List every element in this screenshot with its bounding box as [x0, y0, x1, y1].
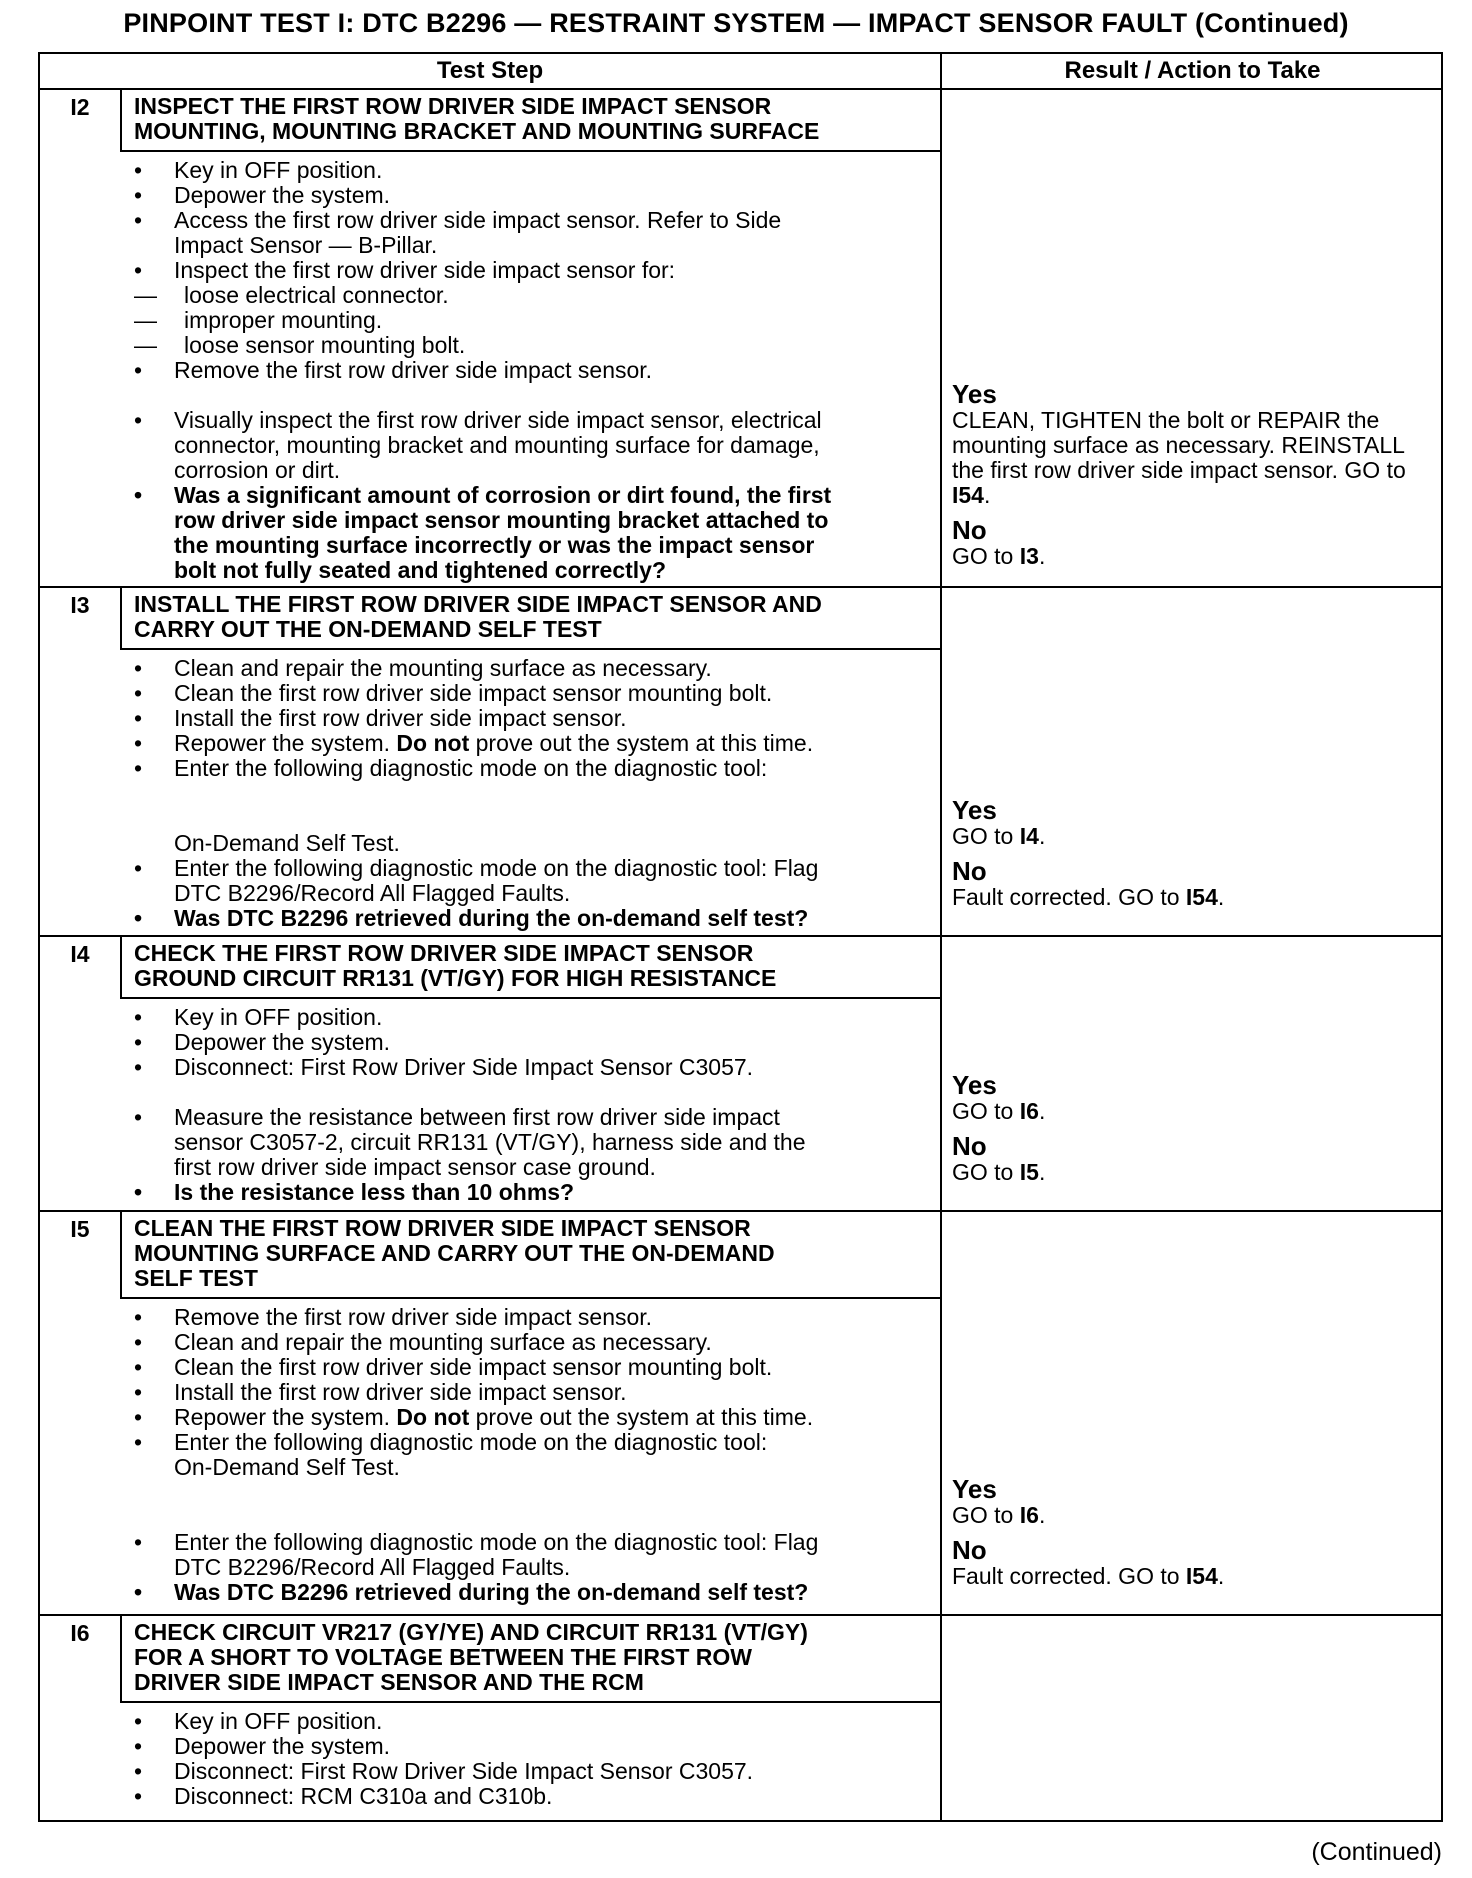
- bullet-item: • Depower the system.: [134, 1029, 391, 1055]
- step-instructions: [134, 1305, 929, 1605]
- bullet-item: • Visually inspect the first row driver side impact sensor, electrical: [134, 407, 822, 433]
- bullet-item: • Key in OFF position.: [134, 1708, 383, 1734]
- dash-item: — loose sensor mounting bolt.: [134, 332, 466, 358]
- bullet-continuation: sensor C3057-2, circuit RR131 (VT/GY), harness side and the: [174, 1129, 806, 1155]
- page-title: PINPOINT TEST I: DTC B2296 — RESTRAINT SYSTEM — IMPACT SENSOR FAULT (Continued): [123, 8, 1349, 38]
- bullet-question: • Was DTC B2296 retrieved during the on-demand self test?: [134, 1579, 809, 1605]
- yes-action: GO to I6.: [952, 1098, 1046, 1124]
- step-result: [952, 1071, 1437, 1185]
- step-title: [134, 94, 924, 144]
- header-result: Result / Action to Take: [1064, 57, 1321, 84]
- title-rule: [120, 648, 940, 650]
- yes-action: CLEAN, TIGHTEN the bolt or REPAIR the mounting surface as necessary. REINSTALL the first row driver side impact sensor. GO to I54.: [952, 407, 1406, 508]
- bullet-continuation: connector, mounting bracket and mounting surface for damage,: [174, 432, 820, 458]
- step-instructions: [134, 158, 929, 583]
- bullet-continuation: first row driver side impact sensor case ground.: [174, 1154, 656, 1180]
- spacer: [134, 1080, 929, 1105]
- bullet-question: • Is the resistance less than 10 ohms?: [134, 1179, 575, 1205]
- step-id: I5: [70, 1216, 90, 1242]
- bullet-continuation: DTC B2296/Record All Flagged Faults.: [174, 1554, 571, 1580]
- step-title-line: CLEAN THE FIRST ROW DRIVER SIDE IMPACT SENSOR: [134, 1215, 751, 1241]
- no-action: GO to I5.: [952, 1159, 1046, 1185]
- spacer: [134, 781, 929, 806]
- bullet-question: • Was DTC B2296 retrieved during the on-demand self test?: [134, 905, 809, 931]
- bullet-item: • Enter the following diagnostic mode on the diagnostic tool:: [134, 1429, 768, 1455]
- step-instructions: [134, 1709, 929, 1809]
- step-title: [134, 1216, 924, 1291]
- step-title: [134, 592, 924, 642]
- step-id: I3: [70, 592, 90, 618]
- yes-label: Yes: [952, 795, 997, 825]
- bullet-item: • Disconnect: RCM C310a and C310b.: [134, 1783, 553, 1809]
- step-title-line: MOUNTING SURFACE AND CARRY OUT THE ON-DEMAND: [134, 1240, 775, 1266]
- bullet-continuation: On-Demand Self Test.: [174, 1454, 400, 1480]
- bullet-question: • Was a significant amount of corrosion or dirt found, the first: [134, 482, 832, 508]
- bullet-item: • Install the first row driver side impact sensor.: [134, 705, 627, 731]
- dash-item: — improper mounting.: [134, 307, 383, 333]
- step-I5: [40, 1212, 1441, 1614]
- step-title-line: CHECK THE FIRST ROW DRIVER SIDE IMPACT SENSOR: [134, 940, 754, 966]
- step-id-divider: [120, 1616, 122, 1701]
- no-action: GO to I3.: [952, 543, 1046, 569]
- step-id-divider: [120, 937, 122, 997]
- step-result: [952, 796, 1437, 910]
- spacer: [134, 1505, 929, 1530]
- bullet-item: • Key in OFF position.: [134, 1004, 383, 1030]
- bullet-continuation: Impact Sensor — B-Pillar.: [174, 232, 438, 258]
- step-title-line: CARRY OUT THE ON-DEMAND SELF TEST: [134, 616, 602, 642]
- spacer: [134, 1480, 929, 1505]
- bullet-item: • Depower the system.: [134, 1733, 391, 1759]
- bullet-item: • Remove the first row driver side impact sensor.: [134, 1304, 653, 1330]
- question-continuation: bolt not fully seated and tightened correctly?: [174, 557, 666, 583]
- bullet-item: • Clean and repair the mounting surface as necessary.: [134, 1329, 712, 1355]
- step-id-divider: [120, 90, 122, 150]
- question-continuation: the mounting surface incorrectly or was the impact sensor: [174, 532, 815, 558]
- no-label: No: [952, 856, 987, 886]
- title-rule: [120, 1297, 940, 1299]
- step-id: I4: [70, 941, 90, 967]
- bullet-item: • Clean and repair the mounting surface as necessary.: [134, 655, 712, 681]
- spacer: [134, 383, 929, 408]
- step-I6: [40, 1616, 1441, 1820]
- bullet-item: • Clean the first row driver side impact sensor mounting bolt.: [134, 1354, 773, 1380]
- bullet-item: • Repower the system. Do not prove out the system at this time.: [134, 730, 814, 756]
- question-continuation: row driver side impact sensor mounting bracket attached to: [174, 507, 829, 533]
- step-instructions: [134, 656, 929, 931]
- step-id-divider: [120, 588, 122, 648]
- bullet-item: • Install the first row driver side impact sensor.: [134, 1379, 627, 1405]
- step-I4: [40, 937, 1441, 1210]
- step-id-divider: [120, 1212, 122, 1297]
- bullet-item: • Disconnect: First Row Driver Side Impact Sensor C3057.: [134, 1054, 754, 1080]
- step-title-line: INSTALL THE FIRST ROW DRIVER SIDE IMPACT SENSOR AND: [134, 591, 822, 617]
- step-title: [134, 1620, 924, 1695]
- step-title: [134, 941, 924, 991]
- spacer: [134, 806, 929, 831]
- no-action: Fault corrected. GO to I54.: [952, 884, 1225, 910]
- title-rule: [120, 997, 940, 999]
- bullet-continuation: On-Demand Self Test.: [174, 830, 400, 856]
- bullet-continuation: corrosion or dirt.: [174, 457, 341, 483]
- step-title-line: INSPECT THE FIRST ROW DRIVER SIDE IMPACT SENSOR: [134, 93, 772, 119]
- bullet-item: • Clean the first row driver side impact sensor mounting bolt.: [134, 680, 773, 706]
- yes-label: Yes: [952, 1070, 997, 1100]
- bullet-item: • Inspect the first row driver side impact sensor for:: [134, 257, 676, 283]
- header-test-step: Test Step: [436, 57, 544, 84]
- step-title-line: MOUNTING, MOUNTING BRACKET AND MOUNTING SURFACE: [134, 118, 820, 144]
- bullet-item: • Measure the resistance between first row driver side impact: [134, 1104, 780, 1130]
- yes-action: GO to I4.: [952, 823, 1046, 849]
- step-title-line: FOR A SHORT TO VOLTAGE BETWEEN THE FIRST ROW: [134, 1644, 753, 1670]
- no-label: No: [952, 1535, 987, 1565]
- step-title-line: SELF TEST: [134, 1265, 258, 1291]
- step-result: [952, 1475, 1437, 1589]
- continued-note: (Continued): [1311, 1838, 1442, 1866]
- step-title-line: DRIVER SIDE IMPACT SENSOR AND THE RCM: [134, 1669, 644, 1695]
- bullet-item: • Disconnect: First Row Driver Side Impact Sensor C3057.: [134, 1758, 754, 1784]
- yes-action: GO to I6.: [952, 1502, 1046, 1528]
- title-rule: [120, 150, 940, 152]
- bullet-item: • Repower the system. Do not prove out the system at this time.: [134, 1404, 814, 1430]
- bullet-continuation: DTC B2296/Record All Flagged Faults.: [174, 880, 571, 906]
- step-title-line: GROUND CIRCUIT RR131 (VT/GY) FOR HIGH RESISTANCE: [134, 965, 777, 991]
- bullet-item: • Enter the following diagnostic mode on the diagnostic tool:: [134, 755, 768, 781]
- step-I3: [40, 588, 1441, 935]
- step-id: I6: [70, 1620, 90, 1646]
- bullet-item: • Enter the following diagnostic mode on the diagnostic tool: Flag: [134, 1529, 819, 1555]
- dash-item: — loose electrical connector.: [134, 282, 449, 308]
- step-id: I2: [70, 94, 90, 120]
- step-instructions: [134, 1005, 929, 1205]
- yes-label: Yes: [952, 1474, 997, 1504]
- bullet-item: • Access the first row driver side impact sensor. Refer to Side: [134, 207, 782, 233]
- no-label: No: [952, 515, 987, 545]
- step-result: [952, 380, 1437, 569]
- step-I2: [40, 90, 1441, 586]
- pinpoint-test-table: [38, 52, 1443, 1822]
- bullet-item: • Key in OFF position.: [134, 157, 383, 183]
- no-label: No: [952, 1131, 987, 1161]
- bullet-item: • Enter the following diagnostic mode on the diagnostic tool: Flag: [134, 855, 819, 881]
- no-action: Fault corrected. GO to I54.: [952, 1563, 1225, 1589]
- bullet-item: • Depower the system.: [134, 182, 391, 208]
- title-rule: [120, 1701, 940, 1703]
- bullet-item: • Remove the first row driver side impact sensor.: [134, 357, 653, 383]
- yes-label: Yes: [952, 379, 997, 409]
- step-title-line: CHECK CIRCUIT VR217 (GY/YE) AND CIRCUIT RR131 (VT/GY): [134, 1619, 808, 1645]
